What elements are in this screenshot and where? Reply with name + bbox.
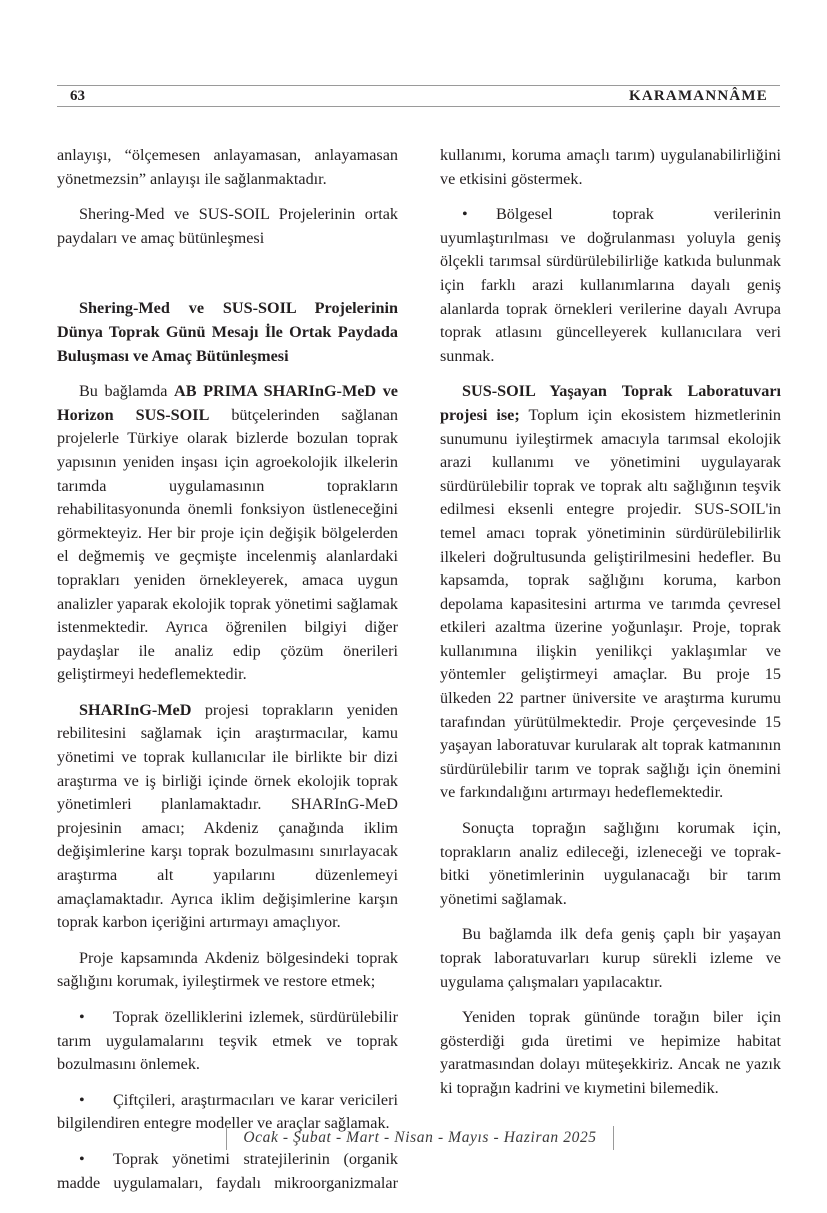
right-column [440, 144, 781, 1113]
bold-text: AB PRIMA SHARInG-MeD ve Horizon SUS-SOIL [57, 382, 398, 424]
bullet-item [57, 1006, 398, 1077]
bullet-icon: • [462, 205, 468, 224]
bullet-icon: • [79, 1090, 85, 1109]
journal-title: KARAMANNÂME [628, 88, 768, 104]
text: Toplum için ekosistem hizmetlerinin sunumunu iyileştirmek amacıyla tarımsal ekolojik arazi kullanımı ve yönetimini uygulayarak sürdürülebilir toprak ve toprak altı sağlığının teşvik edilmesi eksenli entegre projedir. SUS-SOIL'in temel amacı toprak yönetiminin sürdürülebilirlik ilkeleri doğrultusunda geliştirilmesini hedefler. Bu kapsamda, toprak sağlığını koruma, karbon depolama kapasitesini artırma ve tarımda çevresel etkileri azaltma üzerine yoğunlaşır. Proje, toprak kullanımına ilişkin yenilikçi yaklaşımlar ve yöntemler geliştirmeyi amaçlar. Bu proje 15 ülkeden 22 partner üniversite ve araştırma kurumu tarafından yürütülmektedir. Proje çerçevesinde 15 yaşayan laboratuvar kurularak alt toprak katmanının sürdürülebilir tarım ve toprak sağlığı için önemini ve farkındalığını artırmayı hedeflemektedir. [440, 405, 782, 802]
footer-issue-period: Ocak - Şubat - Mart - Nisan - Mayıs - Haziran 2025 [226, 1126, 614, 1150]
spacer [57, 262, 398, 297]
bullet-text: Toprak özelliklerini izlemek, sürdürülebilir tarım uygulamalarını teşvik etmek ve toprak bozulmasını önlemek. [57, 1008, 398, 1074]
paragraph [440, 380, 781, 805]
header-bottom-rule [57, 106, 780, 107]
header-top-rule [57, 85, 780, 86]
text: projesi toprakların yeniden rebilitesini sağlamak için araştırmacılar, kamu yönetimi ve toprak kullanıcılar ile birlikte bir dizi araştırma ve iş birliği içinde örnek ekolojik toprak yönetimleri planlamaktadır. SHARInG-MeD projesinin amacı; Akdeniz çanağında iklim değişimlerine karşı toprak bozulmasını sınırlayacak araştırma alt yapılarını düzenlemeyi amaçlamaktadır. Ayrıca iklim değişimlerine karşın toprak karbon içeriğini artırmayı amaçlıyor. [57, 700, 398, 932]
paragraph [57, 699, 398, 935]
text: Bu bağlamda [79, 382, 175, 401]
text: bütçelerinden sağlanan projelerle Türkiye olarak bizlerde bozulan toprak yapısının yeniden inşası için agroekolojik ilkelerin tarımda uygulamasının toprakların rehabilitasyonunda önemli fonksiyon üstleneceğini görmekteyiz. Her bir proje için değişik bölgelerden el değmemiş ve geçmişte incelenmiş alanlardaki toprakları yeniden örnekleyerek, amaca uygun analizler yaparak ekolojik toprak yönetimi sağlamak istenmektedir. Ayrıca öğrenilen bilgiyi diğer paydaşlar ile analiz edip çözüm önerileri geliştirmeyi hedeflemektedir. [57, 405, 398, 684]
paragraph: Shering-Med ve SUS-SOIL Projelerinin ortak paydaları ve amaç bütünleşmesi [57, 205, 398, 247]
paragraph: anlayışı, “ölçemesen anlayamasan, anlayamasan yönetmezsin” anlayışı ile sağlanmaktadır. [57, 146, 398, 188]
bold-text: SUS-SOIL Yaşayan Toprak Laboratuvarı projesi ise; [440, 382, 781, 424]
bullet-text: Bölgesel toprak verilerinin uyumlaştırılması ve doğrulanması yoluyla geniş ölçekli tarımsal sürdürülebilirliğe katkıda bulunmak için farklı arazi kullanımlarına dayalı geniş alanlarda toprak örnekleri verilerine dayalı Avrupa toprak atlasını güncelleyerek kullanıcılara veri sunmak. [440, 205, 781, 365]
bullet-item [57, 1148, 398, 1195]
paragraph: Bu bağlamda ilk defa geniş çaplı bir yaşayan toprak laboratuvarları kurup sürekli izleme ve uygulama çalışmaları yapılacaktır. [440, 925, 781, 991]
bold-text: SHARInG-MeD [79, 700, 192, 719]
bullet-item [440, 203, 781, 368]
bullet-text: Toprak yönetimi stratejilerinin (organik madde uygulamaları, faydalı mikroorganizmalar [57, 1149, 398, 1192]
page-number: 63 [70, 88, 85, 104]
paragraph: kullanımı, koruma amaçlı tarım) uygulanabilirliğini ve etkisini göstermek. [440, 146, 781, 188]
bullet-text: Çiftçileri, araştırmacıları ve karar vericileri bilgilendiren entegre modeller ve araçlar sağlamak. [57, 1090, 398, 1133]
paragraph: Yeniden toprak gününde torağın biler için gösterdiği gıda üretimi ve hepimize habitat yaratmasından dolayı müteşekkiriz. Ancak ne yazık ki toprağın kadrini ve kıymetini bilemedik. [440, 1008, 781, 1097]
bullet-icon: • [79, 1149, 85, 1168]
section-heading: Shering-Med ve SUS-SOIL Projelerinin Dünya Toprak Günü Mesajı İle Ortak Paydada Buluşması ve Amaç Bütünleşmesi [57, 299, 398, 365]
paragraph: Proje kapsamında Akdeniz bölgesindeki toprak sağlığını korumak, iyileştirmek ve restore etmek; [57, 948, 398, 991]
bullet-icon: • [79, 1008, 85, 1026]
paragraph [57, 380, 398, 687]
left-column [57, 144, 398, 1207]
paragraph: Sonuçta toprağın sağlığını korumak için, toprakların analiz edileceği, izleneceği ve toprak-bitki yönetimlerinin uygulanacağı bir tarım yönetimi sağlamak. [440, 819, 781, 908]
